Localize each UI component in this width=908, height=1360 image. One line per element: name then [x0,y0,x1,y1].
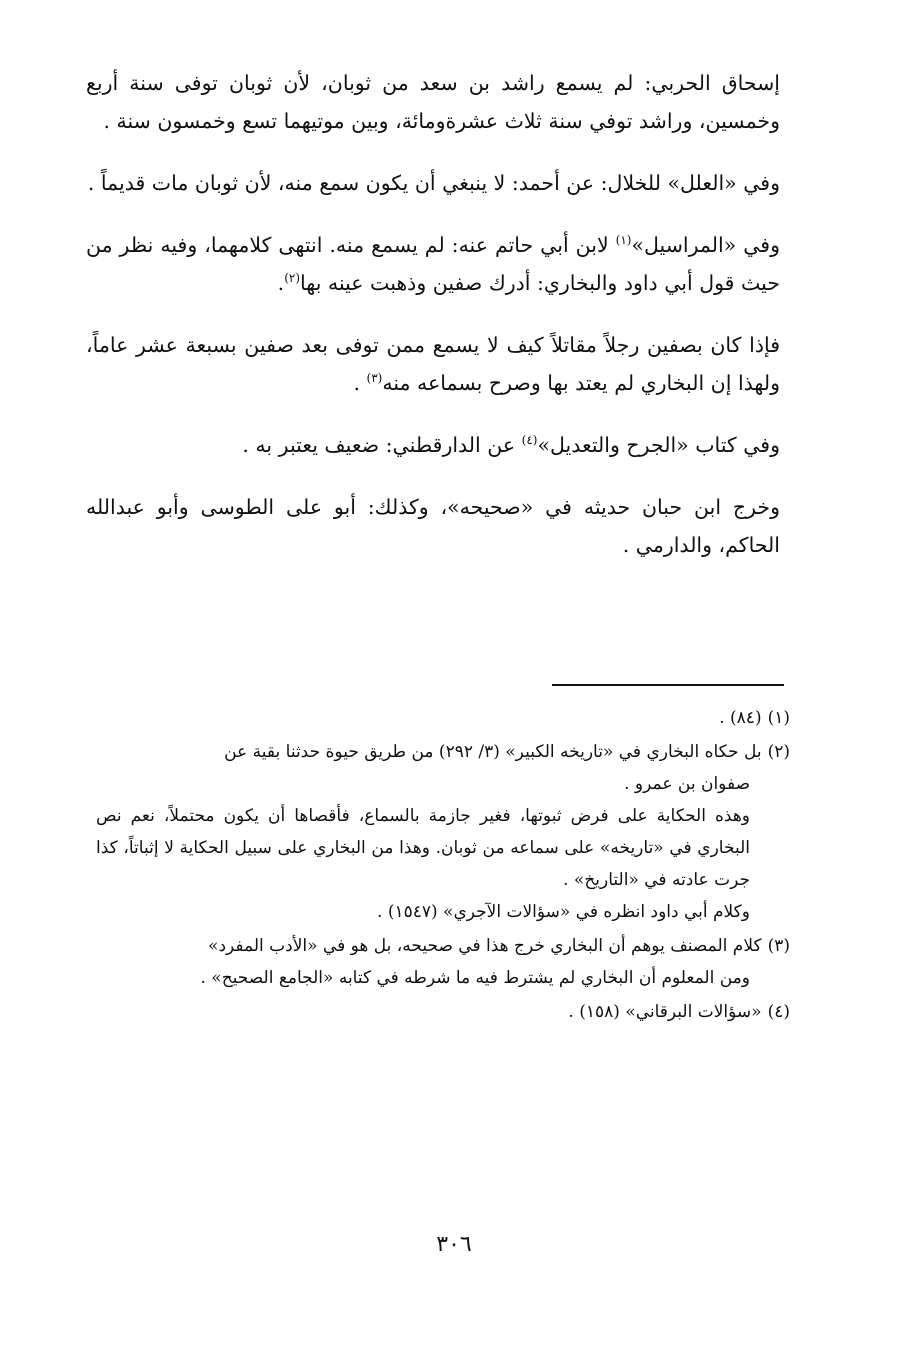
footnote-4 [96,996,790,1028]
footnotes-section [96,702,790,1030]
footnote-text: كلام المصنف يوهم أن البخاري خرج هذا في صحيحه، بل هو في «الأدب المفرد» [208,936,762,956]
footnote-line [96,702,790,734]
footnote-line [96,930,790,962]
paragraph-1 [86,64,780,140]
footnote-continuation: وهذه الحكاية على فرض ثبوتها، فغير جازمة بالسماع، فأقصاها أن يكون محتملاً، نعم نص البخاري في «تاريخه» على سماعه من ثوبان. وهذا من البخاري على سبيل الحكاية لا إثباتاً، كذا جرت عادته في «التاريخ» . [96,806,750,890]
footnote-number: (١) [767,708,790,728]
footnote-number: (٤) [767,1002,790,1022]
paragraph-text: عن الدارقطني: ضعيف يعتبر به . [242,433,522,457]
footnote-number: (٢) [767,742,790,762]
paragraph-3 [86,226,780,302]
paragraph-text: وفي كتاب «الجرح والتعديل» [537,433,780,457]
footnote-text: بل حكاه البخاري في «تاريخه الكبير» (٣/ ٢٩٢) من طريق حيوة حدثنا بقية عن [224,742,762,762]
footnote-2 [96,736,790,928]
paragraph-2 [86,164,780,202]
footnote-line [96,996,790,1028]
footnote-continuation: وكلام أبي داود انظره في «سؤالات الآجري» (١٥٤٧) . [377,902,750,922]
footnote-text: (٨٤) . [719,708,762,728]
paragraph-5 [86,426,780,464]
paragraph-4 [86,326,780,402]
paragraph-6 [86,488,780,564]
paragraph-text: لابن أبي حاتم عنه: لم يسمع منه. انتهى كلامهما، وفيه نظر من حيث قول أبي داود والبخاري: أدرك صفين وذهبت عينه بها [86,233,780,295]
footnote-continuation: ومن المعلوم أن البخاري لم يشترط فيه ما شرطه في كتابه «الجامع الصحيح» . [200,968,750,988]
page-number: ٣٠٦ [436,1232,472,1257]
paragraph-text: فإذا كان بصفين رجلاً مقاتلاً كيف لا يسمع ممن توفى بعد صفين بسبعة عشر عاماً، ولهذا إن البخاري لم يعتد بها وصرح بسماعه منه [86,333,780,395]
footnote-separator [552,684,784,686]
paragraph-text: . [353,371,367,395]
main-text-body [86,64,780,588]
paragraph-text: . [277,271,285,295]
footnote-reference[interactable]: (٣) [366,371,383,386]
footnote-reference[interactable]: (١) [615,233,632,248]
paragraph-text: وفي «العلل» للخلال: عن أحمد: لا ينبغي أن يكون سمع منه، لأن ثوبان مات قديماً . [87,171,780,195]
footnote-line [96,736,790,768]
footnote-continuation: صفوان بن عمرو . [624,774,750,794]
footnote-text: «سؤالات البرقاني» (١٥٨) . [568,1002,762,1022]
footnote-number: (٣) [767,936,790,956]
footnote-1 [96,702,790,734]
footnote-reference[interactable]: (٢) [284,271,301,286]
paragraph-text: وخرج ابن حبان حديثه في «صحيحه»، وكذلك: أبو على الطوسى وأبو عبدالله الحاكم، والدارمي . [86,495,780,557]
footnote-reference[interactable]: (٤) [521,433,538,448]
paragraph-text: وفي «المراسيل» [631,233,780,257]
paragraph-text: إسحاق الحربي: لم يسمع راشد بن سعد من ثوبان، لأن ثوبان توفى سنة أربع وخمسين، وراشد توفي سنة ثلاث عشرةومائة، وبين موتيهما تسع وخمسون سنة . [86,71,780,133]
footnote-3 [96,930,790,994]
